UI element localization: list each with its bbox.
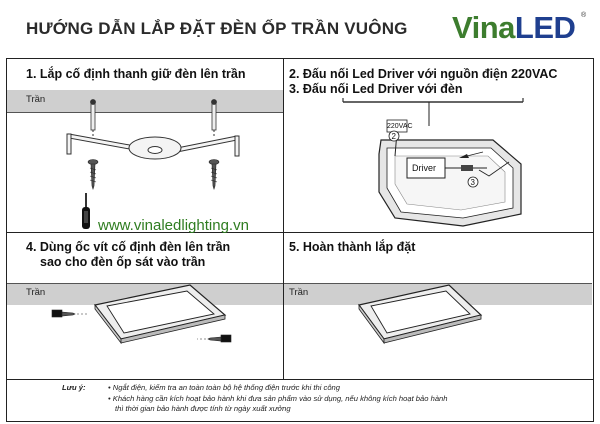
marker-3: 3 xyxy=(470,178,475,187)
step4-ceiling-label: Trần xyxy=(26,287,46,298)
screwdriver-icon xyxy=(80,193,92,233)
notes-label: Lưu ý: xyxy=(62,383,86,392)
step5-title: 5. Hoàn thành lắp đặt xyxy=(289,240,416,254)
registered-mark: ® xyxy=(581,12,587,19)
logo-text-led: LED xyxy=(514,10,576,45)
finished-lamp-illustration xyxy=(284,283,592,373)
step4-title-line1: 4. Dùng ốc vít cố định đèn lên trần xyxy=(26,240,231,254)
bracket-bar xyxy=(67,134,239,159)
step4-title-line2: sao cho đèn ốp sát vào trần xyxy=(40,255,206,269)
step2-title: 2. Đấu nối Led Driver với nguồn điện 220VAC xyxy=(289,67,558,81)
notes-divider xyxy=(7,379,593,380)
note-item: • Ngắt điện, kiểm tra an toàn toàn bộ hệ thống điện trước khi thi công xyxy=(108,383,340,392)
connector xyxy=(461,165,473,171)
marker-2: 2 xyxy=(391,132,396,141)
step1-ceiling-label: Trần xyxy=(26,94,46,105)
note-item: • Khách hàng cần kích hoạt bảo hành khi đưa sản phẩm vào sử dụng, nếu không kích hoạt bảo hành xyxy=(108,393,448,403)
screw-horizontal-right xyxy=(197,335,231,342)
wall-anchor-right xyxy=(212,100,217,131)
mounting-bracket-illustration xyxy=(7,96,283,206)
wiring-diagram xyxy=(283,96,593,231)
step3-title: 3. Đấu nối Led Driver với đèn xyxy=(289,82,463,96)
label-driver: Driver xyxy=(412,163,436,173)
panel-divider-horizontal xyxy=(7,232,593,233)
screw-left xyxy=(88,160,98,190)
step1-title: 1. Lắp cố định thanh giữ đèn lên trần xyxy=(26,67,246,81)
brand-logo xyxy=(452,10,575,46)
step5-ceiling-label: Trần xyxy=(289,287,309,298)
mounted-lamp-illustration xyxy=(7,283,283,373)
label-220vac: 220VAC xyxy=(387,123,413,130)
notes-list xyxy=(108,383,447,415)
page-title: HƯỚNG DẪN LẮP ĐẶT ĐÈN ỐP TRẦN VUÔNG xyxy=(26,19,408,38)
screw-right xyxy=(209,160,219,190)
screw-horizontal-left xyxy=(52,310,89,317)
page-header xyxy=(0,0,600,58)
logo-text-vina: Vina xyxy=(452,10,515,45)
wall-anchor-left xyxy=(91,100,96,131)
note-item: thì thời gian bảo hành được tính từ ngày xuất xưởng xyxy=(115,404,291,413)
website-url[interactable]: www.vinaledlighting.vn xyxy=(98,217,249,234)
